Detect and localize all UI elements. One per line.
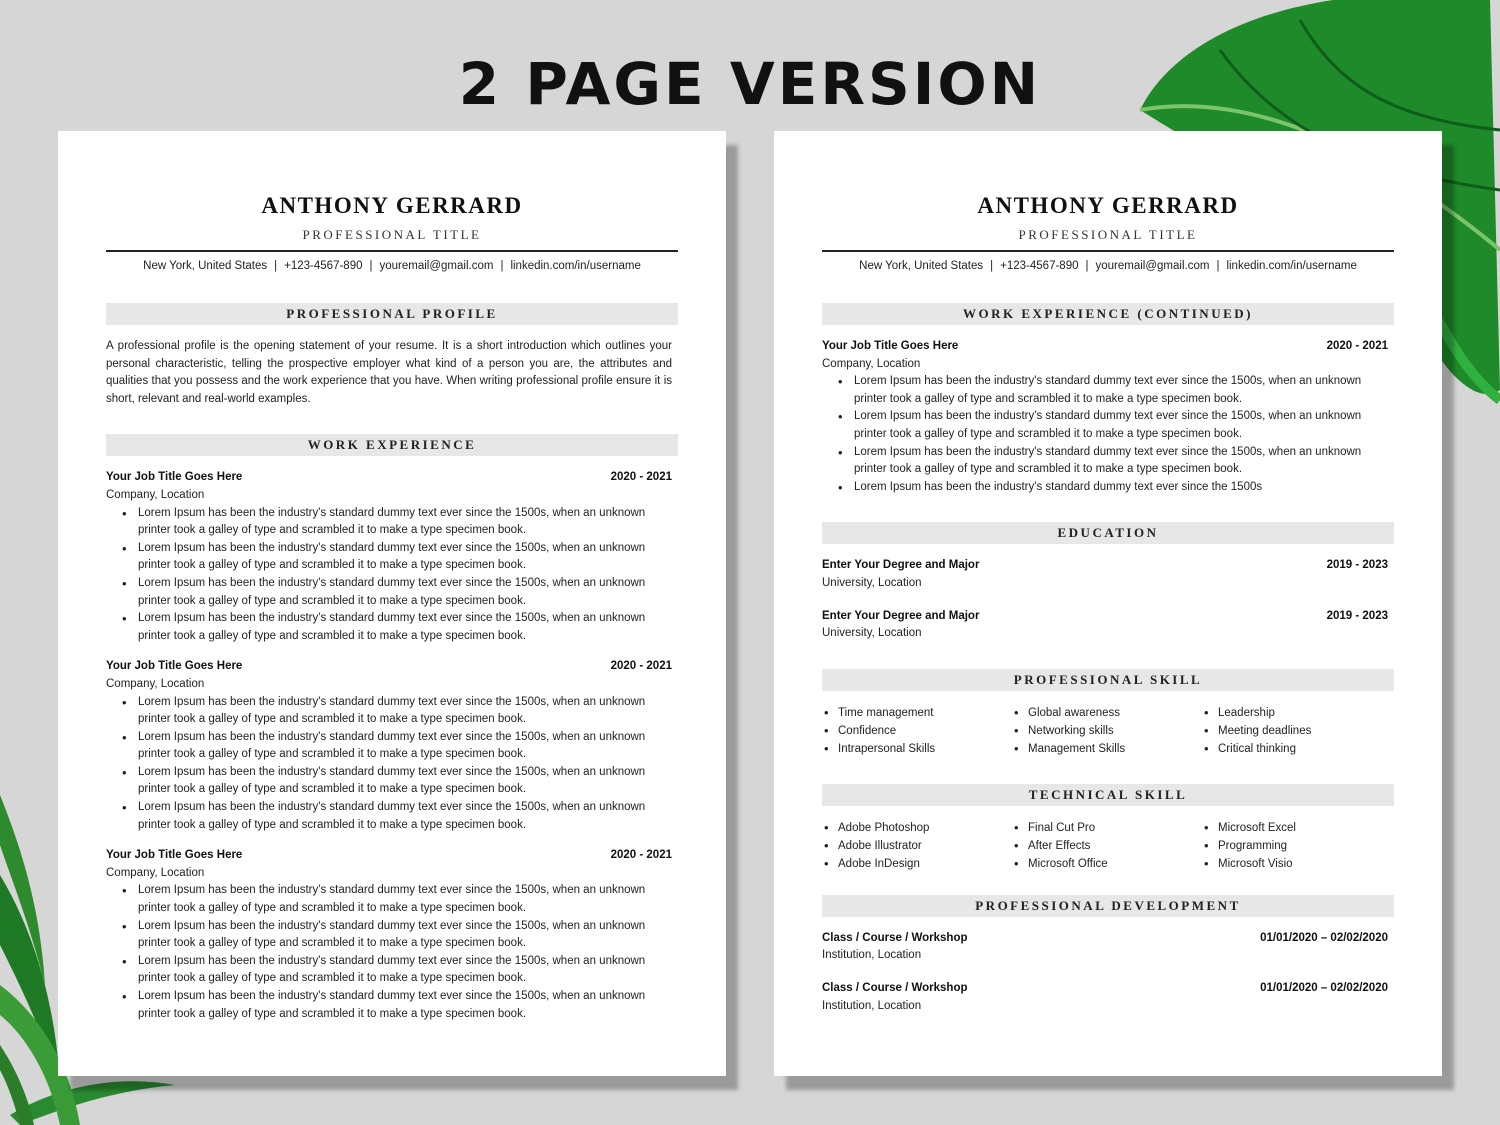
job-company: Company, Location bbox=[106, 677, 205, 690]
job-dates: 2020 - 2021 bbox=[1326, 340, 1388, 352]
skill-item: • Management Skills bbox=[1028, 740, 1202, 758]
section-heading-work: WORK EXPERIENCE bbox=[106, 434, 678, 456]
job-bullet: • Lorem Ipsum has been the industry's standard dummy text ever since the 1500s, when an unknown printer took a galley of type and scrambled it to make a type specimen book. bbox=[138, 918, 672, 953]
tech-item: • Microsoft Excel bbox=[1218, 819, 1392, 837]
degree-title: Enter Your Degree and Major bbox=[822, 559, 980, 572]
education-dates: 2019 - 2023 bbox=[1326, 559, 1388, 572]
job-bullet: • Lorem Ipsum has been the industry's standard dummy text ever since the 1500s, when an unknown printer took a galley of type and scrambled it to make a type specimen book. bbox=[854, 444, 1388, 479]
skill-item: • Leadership bbox=[1218, 704, 1392, 722]
job-bullet: • Lorem Ipsum has been the industry's standard dummy text ever since the 1500s, when an unknown printer took a galley of type and scrambled it to make a type specimen book. bbox=[138, 729, 672, 764]
job-title: Your Job Title Goes Here bbox=[822, 340, 959, 352]
tech-item: • Programming bbox=[1218, 837, 1392, 855]
section-heading-education: EDUCATION bbox=[822, 522, 1394, 544]
profile-text: A professional profile is the opening statement of your resume. It is a short introduction which outlines your personal characteristic, telling the prospective employer what kind of a person you are, the attributes and qualities that you possess and the work experience that you have. When writing professional profile ensure it is short, relevant and real-world examples. bbox=[106, 340, 672, 405]
education-school: University, Location bbox=[822, 627, 922, 640]
job-bullet: • Lorem Ipsum has been the industry's standard dummy text ever since the 1500s, when an unknown printer took a galley of type and scrambled it to make a type specimen book. bbox=[138, 988, 672, 1023]
job-entry bbox=[106, 469, 678, 645]
course-dates: 01/01/2020 – 02/02/2020 bbox=[1260, 931, 1388, 944]
course-institution: Institution, Location bbox=[822, 999, 922, 1012]
section-heading-profile: PROFESSIONAL PROFILE bbox=[106, 303, 678, 325]
education-dates: 2019 - 2023 bbox=[1326, 609, 1388, 622]
skill-item: • Networking skills bbox=[1028, 722, 1202, 740]
resume-name: ANTHONY GERRARD bbox=[977, 193, 1239, 218]
job-company: Company, Location bbox=[106, 866, 205, 879]
tech-item: • Adobe Photoshop bbox=[838, 819, 1012, 837]
education-entry bbox=[822, 557, 1394, 592]
job-bullet: • Lorem Ipsum has been the industry's standard dummy text ever since the 1500s, when an unknown printer took a galley of type and scrambled it to make a type specimen book. bbox=[138, 540, 672, 575]
skill-item: • Time management bbox=[838, 704, 1012, 722]
contact-email: youremail@gmail.com bbox=[1095, 260, 1210, 272]
job-bullet: • Lorem Ipsum has been the industry's standard dummy text ever since the 1500s, when an unknown printer took a galley of type and scrambled it to make a type specimen book. bbox=[138, 610, 672, 645]
resume-professional-title: PROFESSIONAL TITLE bbox=[1018, 227, 1198, 242]
contact-line: New York, United States | +123-4567-890 | youremail@gmail.com | linkedin.com/in/username bbox=[143, 260, 641, 272]
contact-location: New York, United States bbox=[143, 260, 268, 272]
tech-item: • Final Cut Pro bbox=[1028, 819, 1202, 837]
job-bullet: • Lorem Ipsum has been the industry's standard dummy text ever since the 1500s, when an unknown printer took a galley of type and scrambled it to make a type specimen book. bbox=[854, 408, 1388, 443]
contact-location: New York, United States bbox=[859, 260, 984, 272]
section-heading-professional-skill: PROFESSIONAL SKILL bbox=[822, 669, 1394, 691]
degree-title: Enter Your Degree and Major bbox=[822, 609, 980, 622]
contact-phone: +123-4567-890 bbox=[284, 260, 363, 272]
tech-item: • Microsoft Visio bbox=[1218, 855, 1392, 873]
development-entry bbox=[822, 980, 1394, 1015]
tech-item: • Adobe InDesign bbox=[838, 855, 1012, 873]
job-bullet: • Lorem Ipsum has been the industry's standard dummy text ever since the 1500s, when an unknown printer took a galley of type and scrambled it to make a type specimen book. bbox=[138, 694, 672, 729]
tech-item: • Microsoft Office bbox=[1028, 855, 1202, 873]
job-bullet: • Lorem Ipsum has been the industry's standard dummy text ever since the 1500s, when an unknown printer took a galley of type and scrambled it to make a type specimen book. bbox=[138, 799, 672, 834]
section-heading-work-continued: WORK EXPERIENCE (CONTINUED) bbox=[822, 303, 1394, 325]
contact-line: New York, United States | +123-4567-890 | youremail@gmail.com | linkedin.com/in/username bbox=[859, 260, 1357, 272]
contact-email: youremail@gmail.com bbox=[379, 260, 494, 272]
job-title: Your Job Title Goes Here bbox=[106, 471, 243, 484]
technical-skill-grid bbox=[822, 819, 1394, 873]
professional-skill-grid bbox=[822, 704, 1394, 758]
job-bullet: • Lorem Ipsum has been the industry's standard dummy text ever since the 1500s, when an unknown printer took a galley of type and scrambled it to make a type specimen book. bbox=[138, 575, 672, 610]
job-entry bbox=[822, 338, 1394, 496]
job-company: Company, Location bbox=[822, 357, 921, 370]
job-dates: 2020 - 2021 bbox=[610, 660, 672, 673]
job-bullet: • Lorem Ipsum has been the industry's standard dummy text ever since the 1500s, when an unknown printer took a galley of type and scrambled it to make a type specimen book. bbox=[138, 764, 672, 799]
job-dates: 2020 - 2021 bbox=[610, 471, 672, 484]
skill-item: • Critical thinking bbox=[1218, 740, 1392, 758]
development-entry bbox=[822, 930, 1394, 965]
course-title: Class / Course / Workshop bbox=[822, 981, 968, 994]
contact-linkedin: linkedin.com/in/username bbox=[1226, 260, 1357, 272]
skill-item: • Intrapersonal Skills bbox=[838, 740, 1012, 758]
job-company: Company, Location bbox=[106, 488, 205, 501]
header-divider bbox=[822, 250, 1394, 252]
job-bullet: • Lorem Ipsum has been the industry's standard dummy text ever since the 1500s, when an unknown printer took a galley of type and scrambled it to make a type specimen book. bbox=[138, 882, 672, 917]
job-entry bbox=[106, 658, 678, 834]
course-dates: 01/01/2020 – 02/02/2020 bbox=[1260, 981, 1388, 994]
job-title: Your Job Title Goes Here bbox=[106, 849, 243, 862]
job-entry bbox=[106, 847, 678, 1023]
education-school: University, Location bbox=[822, 576, 922, 589]
education-entry bbox=[822, 608, 1394, 643]
header-divider bbox=[106, 250, 678, 252]
contact-linkedin: linkedin.com/in/username bbox=[510, 260, 641, 272]
job-bullet: • Lorem Ipsum has been the industry's standard dummy text ever since the 1500s, when an unknown printer took a galley of type and scrambled it to make a type specimen book. bbox=[138, 505, 672, 540]
skill-item: • Confidence bbox=[838, 722, 1012, 740]
resume-page-1 bbox=[58, 131, 726, 1076]
job-bullet: • Lorem Ipsum has been the industry's standard dummy text ever since the 1500s, when an unknown printer took a galley of type and scrambled it to make a type specimen book. bbox=[854, 373, 1388, 408]
job-bullet: • Lorem Ipsum has been the industry's standard dummy text ever since the 1500s, when an unknown printer took a galley of type and scrambled it to make a type specimen book. bbox=[138, 953, 672, 988]
resume-page-2 bbox=[774, 131, 1442, 1076]
job-dates: 2020 - 2021 bbox=[610, 849, 672, 862]
skill-item: • Meeting deadlines bbox=[1218, 722, 1392, 740]
tech-item: • After Effects bbox=[1028, 837, 1202, 855]
course-institution: Institution, Location bbox=[822, 949, 922, 962]
section-heading-technical-skill: TECHNICAL SKILL bbox=[822, 784, 1394, 806]
resume-name: ANTHONY GERRARD bbox=[261, 193, 523, 218]
job-bullet: • Lorem Ipsum has been the industry's standard dummy text ever since the 1500s bbox=[854, 479, 1388, 497]
tech-item: • Adobe Illustrator bbox=[838, 837, 1012, 855]
resume-professional-title: PROFESSIONAL TITLE bbox=[302, 227, 482, 242]
page-headline: 2 PAGE VERSION bbox=[458, 50, 1042, 118]
contact-phone: +123-4567-890 bbox=[1000, 260, 1079, 272]
skill-item: • Global awareness bbox=[1028, 704, 1202, 722]
section-heading-professional-development: PROFESSIONAL DEVELOPMENT bbox=[822, 895, 1394, 917]
job-title: Your Job Title Goes Here bbox=[106, 660, 243, 673]
course-title: Class / Course / Workshop bbox=[822, 931, 968, 944]
